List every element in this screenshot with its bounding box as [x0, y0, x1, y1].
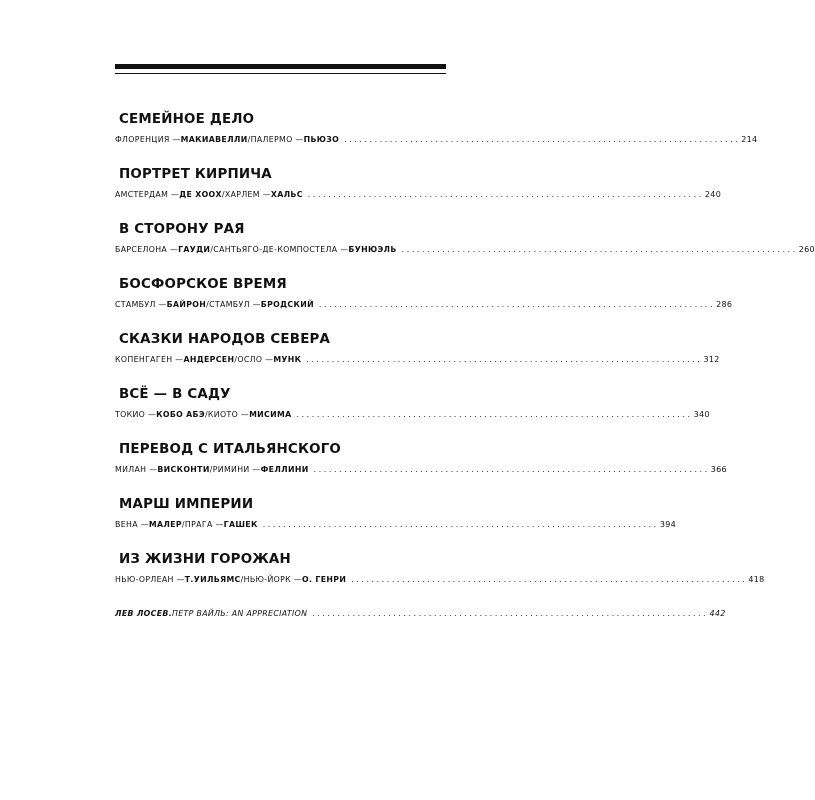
city-1: СТАМБУЛ —	[115, 300, 167, 309]
chapter-title[interactable]: СЕМЕЙНОЕ ДЕЛО	[119, 112, 255, 127]
dot-leader: ..............................................................................	[351, 575, 748, 584]
author-1: МАЛЕР	[148, 520, 182, 529]
dot-leader: ..............................................................................	[307, 190, 704, 199]
dot-leader: ..............................................................................	[318, 300, 716, 309]
author-1: ВИСКОНТИ	[157, 465, 210, 474]
author-2: БРОДСКИЙ	[260, 300, 314, 309]
separator: /	[210, 245, 214, 254]
page-number[interactable]: 442	[709, 609, 726, 618]
afterword-line	[115, 608, 726, 619]
author-1: Т.УИЛЬЯМС	[184, 575, 241, 584]
dot-leader: ..............................................................................	[401, 245, 798, 254]
page-number[interactable]: 240	[704, 190, 722, 199]
table-of-contents	[115, 112, 815, 607]
chapter-title[interactable]: В СТОРОНУ РАЯ	[119, 222, 245, 237]
author-2: МИСИМА	[249, 410, 292, 419]
toc-entry	[115, 497, 677, 552]
city-2: ОСЛО —	[237, 355, 274, 364]
chapter-title[interactable]: ПЕРЕВОД С ИТАЛЬЯНСКОГО	[119, 442, 342, 457]
city-2: НЬЮ-ЙОРК —	[243, 575, 303, 584]
city-2: САНТЬЯГО-ДЕ-КОМПОСТЕЛА —	[213, 245, 349, 254]
chapter-title[interactable]: ПОРТРЕТ КИРПИЧА	[119, 167, 272, 182]
city-2: ПРАГА —	[184, 520, 224, 529]
city-2: СТАМБУЛ —	[209, 300, 261, 309]
chapter-title[interactable]: ВСЁ — В САДУ	[119, 387, 231, 402]
separator: /	[206, 300, 210, 309]
toc-entry	[115, 442, 727, 497]
toc-entry	[115, 387, 710, 442]
top-rule-thin	[115, 73, 446, 74]
separator: /	[209, 465, 213, 474]
dot-leader: ..............................................................................	[344, 135, 741, 144]
separator: /	[247, 135, 251, 144]
page-number[interactable]: 286	[716, 300, 733, 309]
city-1: ТОКИО —	[115, 410, 157, 419]
author-2: БУНЮЭЛЬ	[348, 245, 397, 254]
page-number[interactable]: 260	[798, 245, 815, 254]
city-1: БАРСЕЛОНА —	[115, 245, 179, 254]
page-number[interactable]: 340	[693, 410, 710, 419]
separator: /	[204, 410, 208, 419]
separator: /	[181, 520, 185, 529]
separator: /	[221, 190, 225, 199]
page-number[interactable]: 394	[659, 520, 677, 529]
city-1: ВЕНА —	[115, 520, 149, 529]
city-2: ПАЛЕРМО —	[250, 135, 304, 144]
city-2: ХАРЛЕМ —	[224, 190, 271, 199]
author-2: О. ГЕНРИ	[302, 575, 347, 584]
author-1: ГАУДИ	[178, 245, 211, 254]
author-1: АНДЕРСЕН	[183, 355, 235, 364]
page-number[interactable]: 418	[748, 575, 765, 584]
toc-entry	[115, 222, 815, 277]
chapter-title[interactable]: СКАЗКИ НАРОДОВ СЕВЕРА	[119, 332, 331, 347]
dot-leader: ..............................................................................	[313, 465, 710, 474]
city-2: РИМИНИ —	[212, 465, 261, 474]
city-1: КОПЕНГАГЕН —	[115, 355, 184, 364]
dot-leader: ..............................................................................	[296, 410, 693, 419]
chapter-subtitle-line	[115, 574, 765, 585]
chapter-subtitle-line	[115, 244, 815, 255]
author-1: КОБО АБЭ	[156, 410, 205, 419]
chapter-subtitle-line	[115, 299, 733, 310]
city-1: НЬЮ-ОРЛЕАН —	[115, 575, 185, 584]
toc-entry	[115, 277, 733, 332]
author-2: ФЕЛЛИНИ	[260, 465, 309, 474]
chapter-title[interactable]: БОСФОРСКОЕ ВРЕМЯ	[119, 277, 287, 292]
chapter-subtitle-line	[115, 189, 722, 200]
top-rule-thick	[115, 64, 446, 69]
afterword-entry	[115, 608, 726, 619]
author-1: БАЙРОН	[166, 300, 207, 309]
chapter-title[interactable]: МАРШ ИМПЕРИИ	[119, 497, 254, 512]
toc-entry	[115, 112, 758, 167]
dot-leader: ..............................................................................	[306, 355, 703, 364]
author-2: ПЬЮЗО	[303, 135, 340, 144]
chapter-subtitle-line	[115, 134, 758, 145]
city-2: КИОТО —	[207, 410, 250, 419]
chapter-subtitle-line	[115, 409, 710, 420]
author-1: МАКИАВЕЛЛИ	[180, 135, 248, 144]
author-1: ДЕ ХООХ	[179, 190, 222, 199]
chapter-subtitle-line	[115, 354, 720, 365]
separator: /	[240, 575, 244, 584]
toc-entry	[115, 552, 765, 607]
author-2: МУНК	[273, 355, 302, 364]
dot-leader: ..............................................................................	[262, 520, 659, 529]
city-1: АМСТЕРДАМ —	[115, 190, 180, 199]
afterword-title[interactable]: ПЕТР ВАЙЛЬ: AN APPRECIATION	[172, 609, 308, 618]
page-number[interactable]: 214	[741, 135, 758, 144]
page-number[interactable]: 312	[703, 355, 720, 364]
chapter-subtitle-line	[115, 519, 677, 530]
page-number[interactable]: 366	[710, 465, 727, 474]
toc-entry	[115, 167, 722, 222]
author-2: ХАЛЬС	[270, 190, 303, 199]
city-1: МИЛАН —	[115, 465, 158, 474]
dot-leader: ..............................................................................	[312, 609, 709, 618]
afterword-author: ЛЕВ ЛОСЕВ.	[115, 609, 173, 618]
chapter-title[interactable]: ИЗ ЖИЗНИ ГОРОЖАН	[119, 552, 291, 567]
toc-entry	[115, 332, 720, 387]
separator: /	[234, 355, 238, 364]
author-2: ГАШЕК	[223, 520, 258, 529]
city-1: ФЛОРЕНЦИЯ —	[115, 135, 181, 144]
chapter-subtitle-line	[115, 464, 727, 475]
